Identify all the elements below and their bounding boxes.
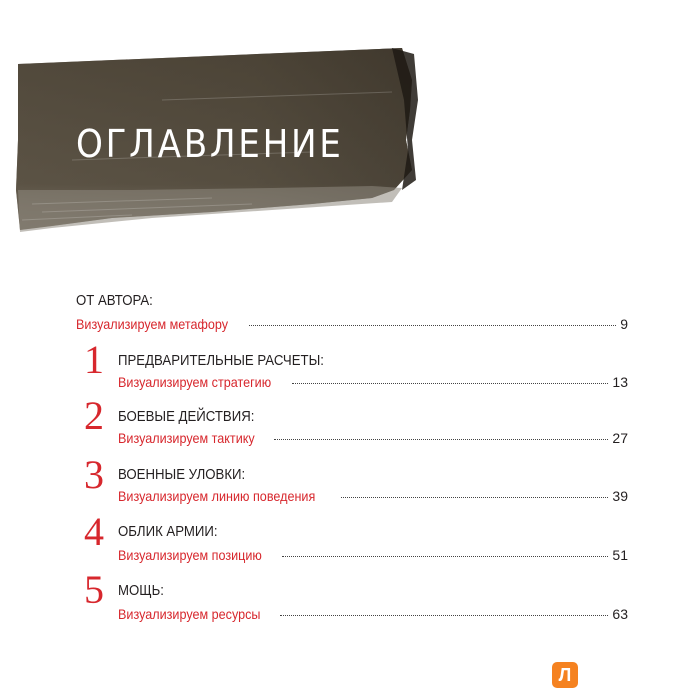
page-number: 9 xyxy=(620,316,628,332)
dot-leader xyxy=(280,614,608,616)
toc-entry[interactable] xyxy=(118,606,628,622)
chapter-heading: ПРЕДВАРИТЕЛЬНЫЕ РАСЧЕТЫ: xyxy=(118,352,324,369)
page-number: 27 xyxy=(612,430,628,446)
toc-entry-label: Визуализируем линию поведения xyxy=(118,488,316,504)
banner-title: ОГЛАВЛЕНИЕ xyxy=(76,122,344,166)
chapter-heading: ОБЛИК АРМИИ: xyxy=(118,523,218,540)
intro-heading: ОТ АВТОРА: xyxy=(76,292,153,309)
toc-entry-label: Визуализируем позицию xyxy=(118,547,262,563)
toc-entry[interactable] xyxy=(118,374,628,390)
toc-entry[interactable] xyxy=(76,316,628,332)
page-number: 63 xyxy=(612,606,628,622)
dot-leader xyxy=(274,438,609,440)
dot-leader xyxy=(249,324,616,326)
dot-leader xyxy=(292,382,608,384)
dot-leader xyxy=(282,555,609,557)
toc-entry-label: Визуализируем тактику xyxy=(118,430,255,446)
toc-entry-label: Визуализируем стратегию xyxy=(118,374,272,390)
chapter-number: 5 xyxy=(84,567,104,612)
chapter-heading: БОЕВЫЕ ДЕЙСТВИЯ: xyxy=(118,408,255,425)
page-number: 51 xyxy=(612,547,628,563)
publisher-logo: Л xyxy=(552,662,578,688)
toc-entry-label: Визуализируем метафору xyxy=(76,316,229,332)
toc-entry[interactable] xyxy=(118,547,628,563)
toc-entry-label: Визуализируем ресурсы xyxy=(118,606,261,622)
chapter-number: 2 xyxy=(84,393,104,438)
chapter-number: 1 xyxy=(84,337,104,382)
chapter-heading: МОЩЬ: xyxy=(118,582,164,599)
toc-entry[interactable] xyxy=(118,488,628,504)
chapter-number: 4 xyxy=(84,509,104,554)
toc-entry[interactable] xyxy=(118,430,628,446)
chapter-number: 3 xyxy=(84,452,104,497)
dot-leader xyxy=(341,496,608,498)
page-number: 13 xyxy=(612,374,628,390)
brush-stroke-banner xyxy=(12,40,420,240)
chapter-heading: ВОЕННЫЕ УЛОВКИ: xyxy=(118,466,246,483)
page-number: 39 xyxy=(612,488,628,504)
